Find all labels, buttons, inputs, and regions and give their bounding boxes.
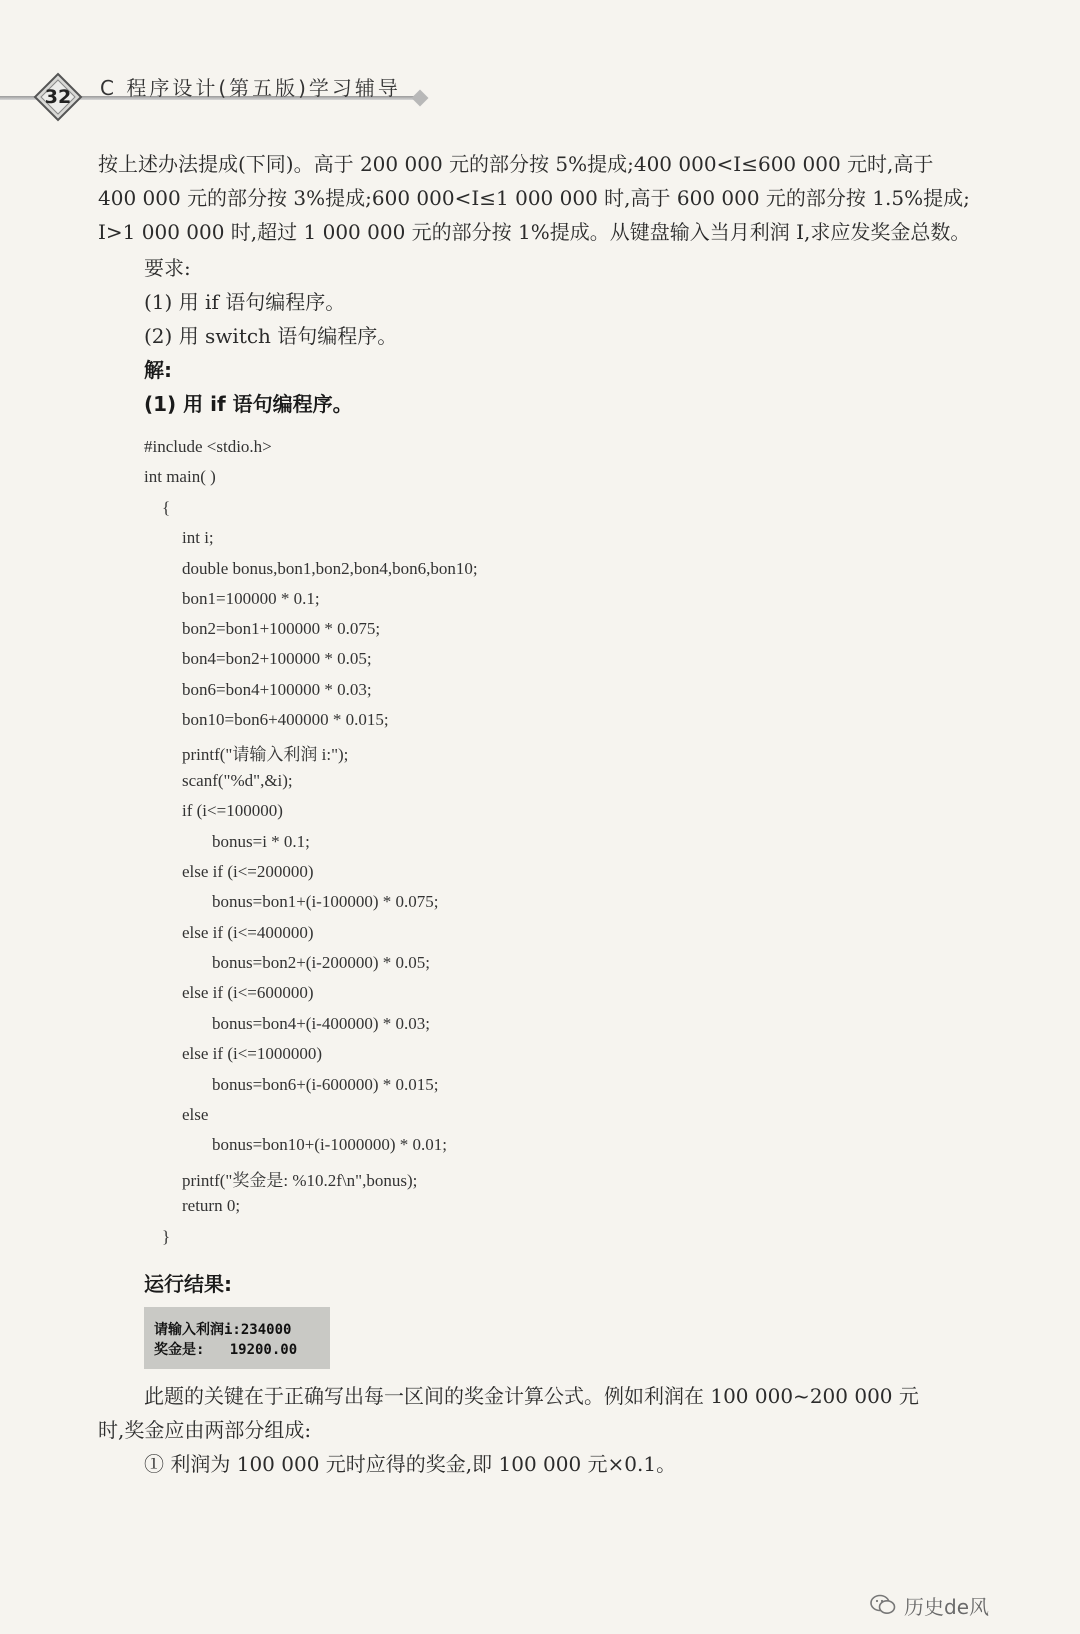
code-line: bonus=bon6+(i-600000) * 0.015;: [212, 1075, 439, 1094]
code-line: else if (i<=200000): [182, 862, 314, 881]
problem-line-3: I>1 000 000 时,超过 1 000 000 元的部分按 1%提成。从键盘输入当月利润 I,求应发奖金总数。: [98, 220, 971, 244]
explanation-line-1: 此题的关键在于正确写出每一区间的奖金计算公式。例如利润在 100 000~200 000 元: [144, 1384, 919, 1408]
code-line: bon4=bon2+100000 * 0.05;: [182, 649, 372, 668]
code-line: bonus=bon2+(i-200000) * 0.05;: [212, 953, 430, 972]
code-line: {: [162, 498, 171, 517]
code-line: bon6=bon4+100000 * 0.03;: [182, 680, 372, 699]
requirements-heading: 要求:: [144, 256, 191, 280]
solution-heading: 解:: [144, 358, 172, 382]
code-line: printf("奖金是: %10.2f\n",bonus);: [182, 1171, 418, 1190]
code-line: bon2=bon1+100000 * 0.075;: [182, 619, 381, 638]
problem-line-2: 400 000 元的部分按 3%提成;600 000<I≤1 000 000 时,高于 600 000 元的部分按 1.5%提成;: [98, 186, 970, 210]
code-line: bonus=bon1+(i-100000) * 0.075;: [212, 892, 439, 911]
watermark: [870, 1590, 989, 1620]
code-line: bon10=bon6+400000 * 0.015;: [182, 710, 389, 729]
requirement-item: (2) 用 switch 语句编程序。: [144, 324, 398, 348]
console-line: 请输入利润i:234000: [154, 1322, 292, 1338]
code-line: double bonus,bon1,bon2,bon4,bon6,bon10;: [182, 559, 478, 578]
code-line: bon1=100000 * 0.1;: [182, 589, 320, 608]
page-number-badge: [33, 72, 83, 122]
code-line: else: [182, 1105, 209, 1124]
code-line: if (i<=100000): [182, 801, 283, 820]
code-line: }: [162, 1227, 171, 1246]
code-line: else if (i<=600000): [182, 983, 314, 1002]
explanation-line-2: 时,奖金应由两部分组成:: [98, 1418, 312, 1442]
problem-line-1: 按上述办法提成(下同)。高于 200 000 元的部分按 5%提成;400 000<I≤600 000 元时,高于: [98, 152, 934, 176]
requirement-item: (1) 用 if 语句编程序。: [144, 290, 346, 314]
wechat-icon: [870, 1594, 896, 1616]
code-line: else if (i<=400000): [182, 923, 314, 942]
code-line: else if (i<=1000000): [182, 1044, 323, 1063]
code-line: bonus=bon10+(i-1000000) * 0.01;: [212, 1135, 447, 1154]
header-rule-ornament: [412, 90, 429, 107]
code-line: #include <stdio.h>: [144, 437, 272, 456]
console-line: 奖金是: 19200.00: [154, 1342, 298, 1358]
code-line: bonus=bon4+(i-400000) * 0.03;: [212, 1014, 430, 1033]
code-line: int i;: [182, 528, 214, 547]
watermark-text: 历史de风: [904, 1594, 989, 1619]
book-title: C 程序设计(第五版)学习辅导: [100, 76, 401, 100]
page-number: 32: [44, 86, 72, 108]
code-line: bonus=i * 0.1;: [212, 832, 310, 851]
run-result-heading: 运行结果:: [144, 1272, 232, 1296]
code-line: scanf("%d",&i);: [182, 771, 293, 790]
console-output: [144, 1307, 330, 1369]
explanation-item-1: ① 利润为 100 000 元时应得的奖金,即 100 000 元×0.1。: [144, 1452, 677, 1476]
solution-subheading: (1) 用 if 语句编程序。: [144, 392, 353, 416]
code-line: int main( ): [144, 467, 216, 486]
code-line: return 0;: [182, 1196, 241, 1215]
code-line: printf("请输入利润 i:");: [182, 745, 349, 764]
